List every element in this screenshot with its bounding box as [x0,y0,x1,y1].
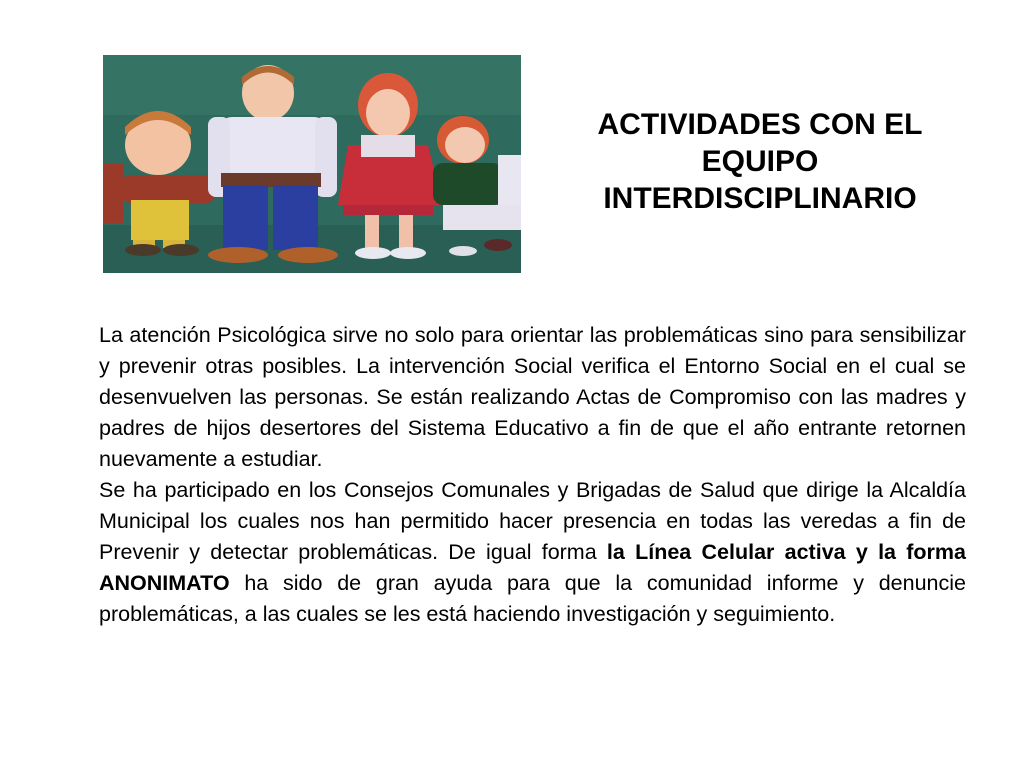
slide-title-line-1: ACTIVIDADES CON EL [597,108,923,141]
family-illustration-image [103,55,521,273]
paragraph-psychological-social: La atención Psicológica sirve no solo para orientar las problemáticas sino para sensibilizar y prevenir otras posibles. La intervención Social verifica el Entorno Social en el cual se desenvuelven las personas. Se están realizando Actas de Compromiso con las madres y padres de hijos desertores del Sistema Educativo a fin de que el año entrante retornen nuevamente a estudiar. [99,323,966,471]
slide-title-line-2: EQUIPO [701,145,819,178]
paragraph-2-emphasis: la Línea Celular activa y la forma ANONIMATO [99,540,966,595]
paragraph-2-end: ha sido de gran ayuda para que la comunidad informe y denuncie problemáticas, a las cuales se les está haciendo investigación y seguimiento. [99,571,966,626]
slide-title [560,106,960,217]
paragraph-2-start: Se ha participado en los Consejos Comunales y Brigadas de Salud que dirige la Alcaldía Municipal los cuales nos han permitido hacer presencia en todas las veredas a fin de Prevenir y detectar problemáticas. De igual forma [99,478,966,564]
slide-body [99,320,966,630]
paragraph-community-participation [99,475,966,630]
slide-title-line-3: INTERDISCIPLINARIO [603,182,917,215]
